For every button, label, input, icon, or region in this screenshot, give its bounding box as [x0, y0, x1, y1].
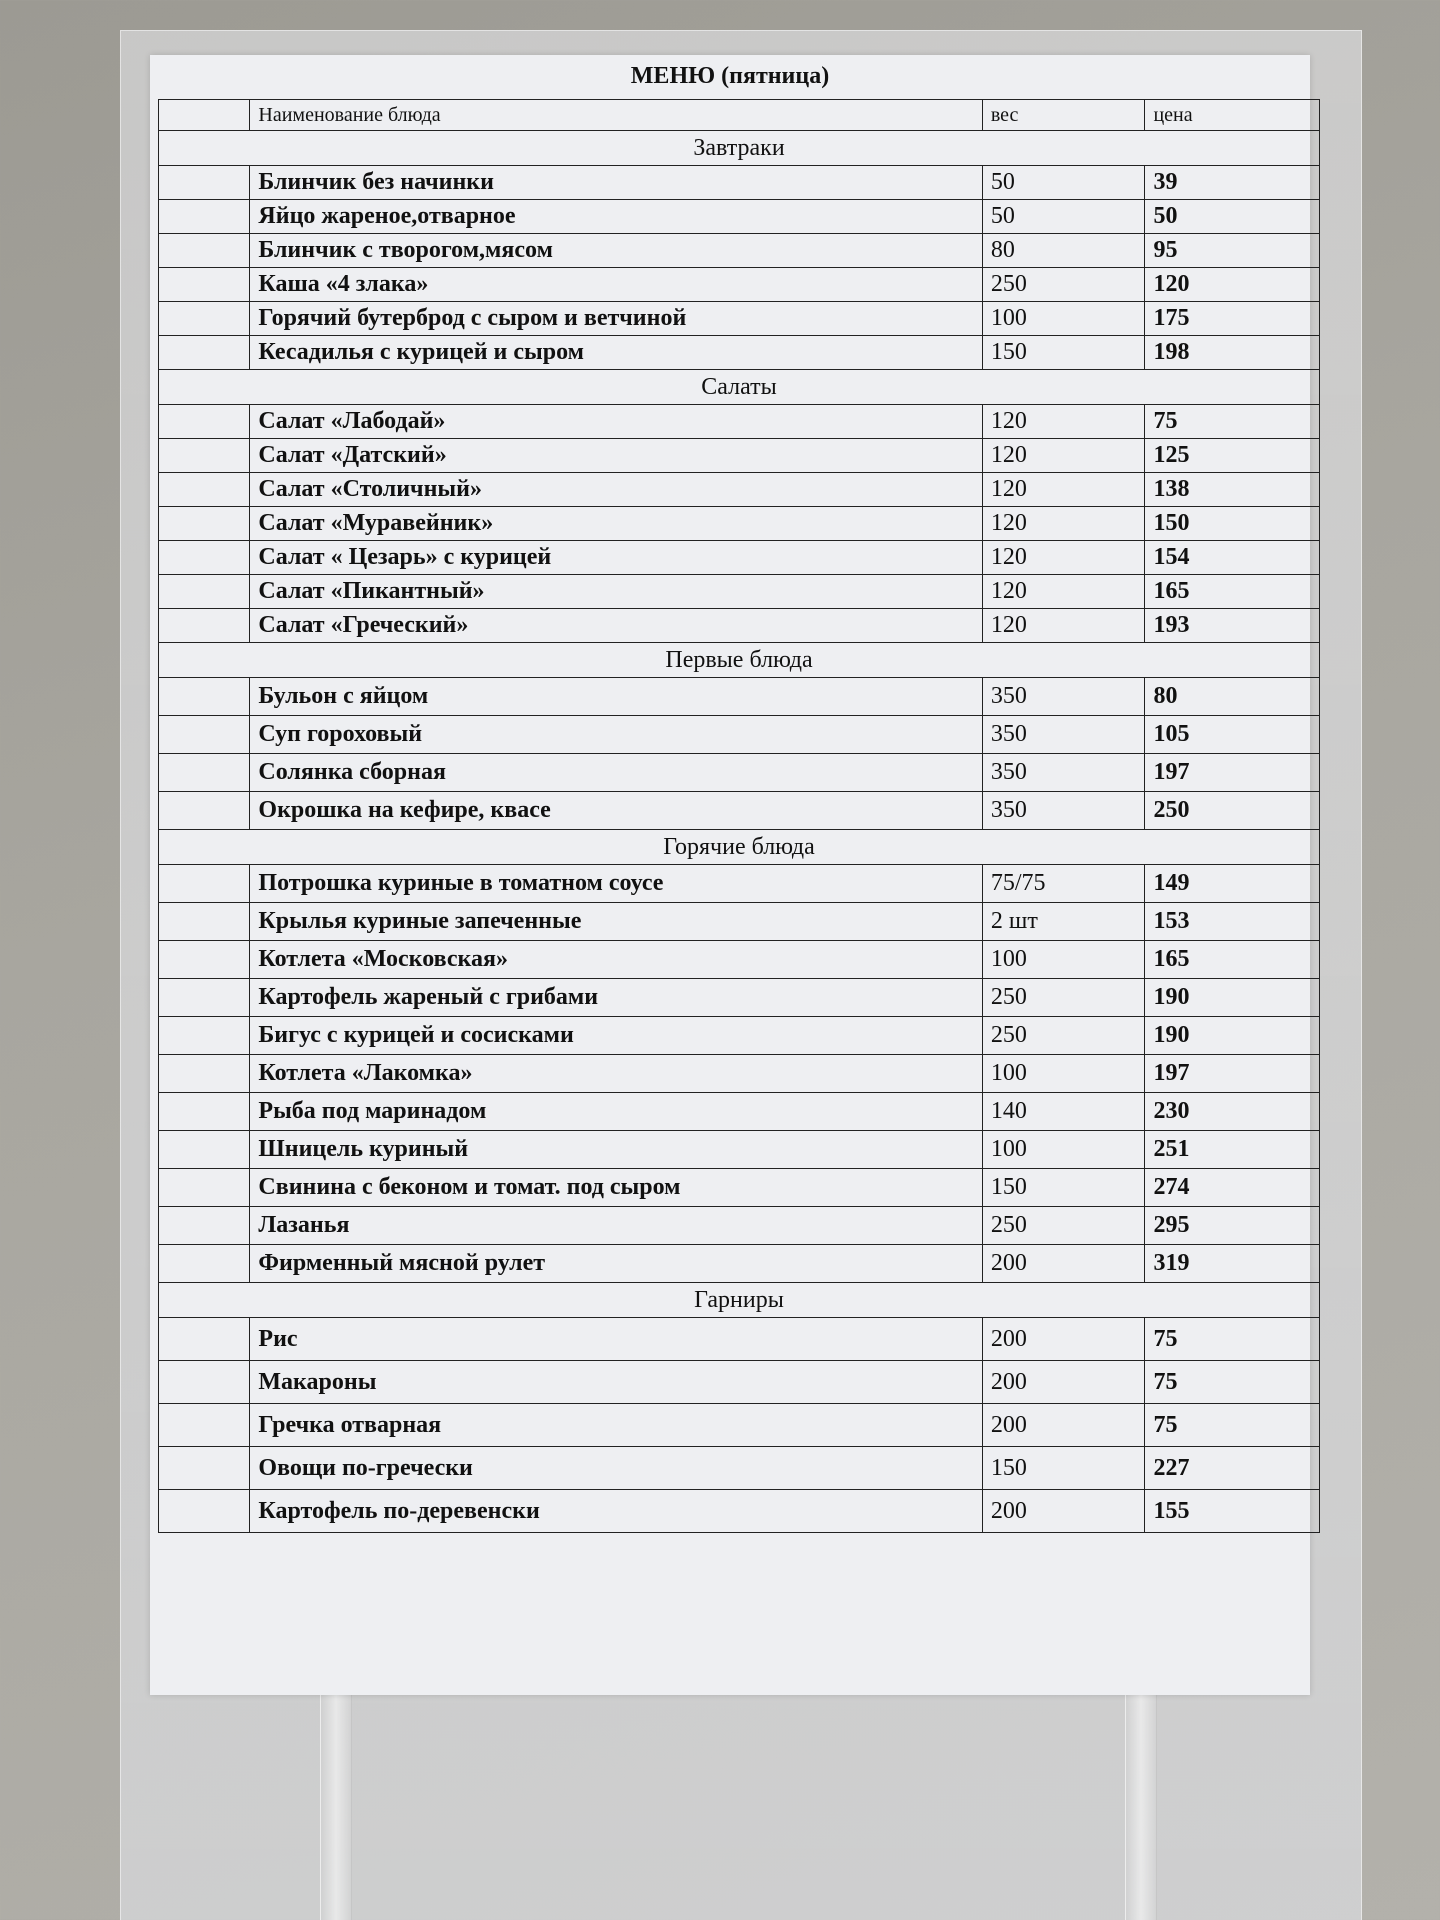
dish-price: 80	[1145, 678, 1320, 716]
header-price: цена	[1145, 100, 1320, 131]
row-index-cell	[159, 941, 250, 979]
dish-weight: 140	[982, 1093, 1145, 1131]
dish-price: 227	[1145, 1447, 1320, 1490]
section-title: Первые блюда	[159, 643, 1320, 678]
dish-name: Солянка сборная	[250, 754, 982, 792]
dish-name: Салат «Столичный»	[250, 473, 982, 507]
row-index-cell	[159, 1490, 250, 1533]
dish-name: Фирменный мясной рулет	[250, 1245, 982, 1283]
header-index-cell	[159, 100, 250, 131]
dish-name: Шницель куриный	[250, 1131, 982, 1169]
table-row	[159, 678, 1320, 716]
row-index-cell	[159, 575, 250, 609]
dish-name: Рыба под маринадом	[250, 1093, 982, 1131]
table-row	[159, 716, 1320, 754]
row-index-cell	[159, 1447, 250, 1490]
dish-price: 251	[1145, 1131, 1320, 1169]
dish-price: 190	[1145, 1017, 1320, 1055]
dish-price: 295	[1145, 1207, 1320, 1245]
dish-name: Яйцо жареное,отварное	[250, 200, 982, 234]
table-row	[159, 268, 1320, 302]
table-row	[159, 200, 1320, 234]
table-header-row	[159, 100, 1320, 131]
row-index-cell	[159, 234, 250, 268]
dish-price: 75	[1145, 1361, 1320, 1404]
dish-weight: 120	[982, 507, 1145, 541]
table-row	[159, 1093, 1320, 1131]
dish-name: Бигус с курицей и сосисками	[250, 1017, 982, 1055]
dish-weight: 250	[982, 979, 1145, 1017]
dish-weight: 250	[982, 268, 1145, 302]
table-row	[159, 754, 1320, 792]
dish-price: 175	[1145, 302, 1320, 336]
dish-weight: 200	[982, 1361, 1145, 1404]
dish-price: 250	[1145, 792, 1320, 830]
dish-weight: 350	[982, 754, 1145, 792]
table-row	[159, 439, 1320, 473]
dish-weight: 80	[982, 234, 1145, 268]
dish-weight: 250	[982, 1017, 1145, 1055]
dish-price: 75	[1145, 1318, 1320, 1361]
header-name: Наименование блюда	[250, 100, 982, 131]
section-title: Салаты	[159, 370, 1320, 405]
dish-name: Салат « Цезарь» с курицей	[250, 541, 982, 575]
dish-weight: 200	[982, 1490, 1145, 1533]
dish-weight: 250	[982, 1207, 1145, 1245]
row-index-cell	[159, 1318, 250, 1361]
dish-price: 125	[1145, 439, 1320, 473]
table-row	[159, 979, 1320, 1017]
dish-price: 149	[1145, 865, 1320, 903]
table-row	[159, 166, 1320, 200]
dish-name: Окрошка на кефире, квасе	[250, 792, 982, 830]
menu-title: МЕНЮ (пятница)	[630, 63, 830, 89]
dish-weight: 350	[982, 792, 1145, 830]
menu-table	[158, 99, 1320, 1533]
table-row	[159, 1318, 1320, 1361]
table-row	[159, 609, 1320, 643]
dish-price: 39	[1145, 166, 1320, 200]
holder-stand-right	[1125, 1690, 1157, 1920]
dish-weight: 120	[982, 473, 1145, 507]
section-header-row	[159, 830, 1320, 865]
dish-name: Салат «Греческий»	[250, 609, 982, 643]
dish-name: Салат «Пикантный»	[250, 575, 982, 609]
section-header-row	[159, 131, 1320, 166]
table-row	[159, 234, 1320, 268]
table-row	[159, 1245, 1320, 1283]
dish-name: Бульон с яйцом	[250, 678, 982, 716]
dish-weight: 100	[982, 302, 1145, 336]
dish-name: Салат «Датский»	[250, 439, 982, 473]
dish-name: Картофель жареный с грибами	[250, 979, 982, 1017]
dish-weight: 100	[982, 1055, 1145, 1093]
table-row	[159, 473, 1320, 507]
section-header-row	[159, 1283, 1320, 1318]
dish-price: 95	[1145, 234, 1320, 268]
dish-name: Котлета «Московская»	[250, 941, 982, 979]
dish-weight: 2 шт	[982, 903, 1145, 941]
dish-price: 319	[1145, 1245, 1320, 1283]
dish-weight: 120	[982, 541, 1145, 575]
dish-name: Лазанья	[250, 1207, 982, 1245]
row-index-cell	[159, 268, 250, 302]
row-index-cell	[159, 1093, 250, 1131]
dish-weight: 50	[982, 200, 1145, 234]
dish-weight: 75/75	[982, 865, 1145, 903]
dish-price: 197	[1145, 754, 1320, 792]
table-row	[159, 792, 1320, 830]
row-index-cell	[159, 1169, 250, 1207]
table-row	[159, 1490, 1320, 1533]
row-index-cell	[159, 405, 250, 439]
row-index-cell	[159, 716, 250, 754]
dish-name: Кесадилья с курицей и сыром	[250, 336, 982, 370]
dish-name: Котлета «Лакомка»	[250, 1055, 982, 1093]
dish-price: 274	[1145, 1169, 1320, 1207]
row-index-cell	[159, 541, 250, 575]
table-row	[159, 405, 1320, 439]
row-index-cell	[159, 678, 250, 716]
row-index-cell	[159, 439, 250, 473]
dish-price: 105	[1145, 716, 1320, 754]
row-index-cell	[159, 166, 250, 200]
dish-price: 153	[1145, 903, 1320, 941]
dish-price: 138	[1145, 473, 1320, 507]
dish-price: 198	[1145, 336, 1320, 370]
section-title: Гарниры	[159, 1283, 1320, 1318]
dish-name: Гречка отварная	[250, 1404, 982, 1447]
dish-weight: 350	[982, 678, 1145, 716]
row-index-cell	[159, 1245, 250, 1283]
dish-price: 165	[1145, 575, 1320, 609]
dish-weight: 120	[982, 609, 1145, 643]
dish-weight: 120	[982, 439, 1145, 473]
row-index-cell	[159, 200, 250, 234]
row-index-cell	[159, 1404, 250, 1447]
menu-sheet	[150, 55, 1310, 1695]
dish-weight: 120	[982, 405, 1145, 439]
dish-name: Блинчик с творогом,мясом	[250, 234, 982, 268]
table-row	[159, 575, 1320, 609]
section-header-row	[159, 643, 1320, 678]
row-index-cell	[159, 1207, 250, 1245]
dish-name: Блинчик без начинки	[250, 166, 982, 200]
dish-name: Потрошка куриные в томатном соусе	[250, 865, 982, 903]
section-header-row	[159, 370, 1320, 405]
row-index-cell	[159, 792, 250, 830]
menu-table-body	[159, 100, 1320, 1533]
row-index-cell	[159, 865, 250, 903]
dish-name: Салат «Муравейник»	[250, 507, 982, 541]
dish-name: Крылья куриные запеченные	[250, 903, 982, 941]
dish-price: 193	[1145, 609, 1320, 643]
row-index-cell	[159, 507, 250, 541]
dish-name: Суп гороховый	[250, 716, 982, 754]
dish-weight: 150	[982, 336, 1145, 370]
dish-price: 120	[1145, 268, 1320, 302]
dish-weight: 350	[982, 716, 1145, 754]
table-row	[159, 941, 1320, 979]
row-index-cell	[159, 302, 250, 336]
row-index-cell	[159, 1055, 250, 1093]
dish-price: 230	[1145, 1093, 1320, 1131]
table-row	[159, 1017, 1320, 1055]
dish-price: 165	[1145, 941, 1320, 979]
row-index-cell	[159, 609, 250, 643]
dish-weight: 100	[982, 941, 1145, 979]
table-row	[159, 1131, 1320, 1169]
row-index-cell	[159, 336, 250, 370]
dish-price: 197	[1145, 1055, 1320, 1093]
row-index-cell	[159, 1131, 250, 1169]
table-row	[159, 1361, 1320, 1404]
dish-weight: 150	[982, 1169, 1145, 1207]
dish-name: Горячий бутерброд с сыром и ветчиной	[250, 302, 982, 336]
row-index-cell	[159, 754, 250, 792]
dish-weight: 200	[982, 1404, 1145, 1447]
dish-price: 75	[1145, 1404, 1320, 1447]
table-row	[159, 336, 1320, 370]
row-index-cell	[159, 1361, 250, 1404]
table-row	[159, 1169, 1320, 1207]
table-row	[159, 507, 1320, 541]
row-index-cell	[159, 1017, 250, 1055]
table-row	[159, 1404, 1320, 1447]
dish-name: Овощи по-гречески	[250, 1447, 982, 1490]
dish-name: Салат «Лабодай»	[250, 405, 982, 439]
dish-weight: 200	[982, 1318, 1145, 1361]
table-row	[159, 1207, 1320, 1245]
section-title: Завтраки	[159, 131, 1320, 166]
dish-price: 155	[1145, 1490, 1320, 1533]
dish-price: 150	[1145, 507, 1320, 541]
dish-name: Свинина с беконом и томат. под сыром	[250, 1169, 982, 1207]
table-row	[159, 1055, 1320, 1093]
holder-stand-left	[320, 1690, 352, 1920]
table-row	[159, 903, 1320, 941]
dish-weight: 120	[982, 575, 1145, 609]
dish-price: 75	[1145, 405, 1320, 439]
dish-name: Каша «4 злака»	[250, 268, 982, 302]
dish-name: Макароны	[250, 1361, 982, 1404]
dish-price: 190	[1145, 979, 1320, 1017]
dish-weight: 100	[982, 1131, 1145, 1169]
dish-weight: 200	[982, 1245, 1145, 1283]
row-index-cell	[159, 903, 250, 941]
table-row	[159, 1447, 1320, 1490]
header-weight: вес	[982, 100, 1145, 131]
row-index-cell	[159, 979, 250, 1017]
row-index-cell	[159, 473, 250, 507]
dish-price: 154	[1145, 541, 1320, 575]
dish-weight: 50	[982, 166, 1145, 200]
dish-name: Рис	[250, 1318, 982, 1361]
dish-price: 50	[1145, 200, 1320, 234]
section-title: Горячие блюда	[159, 830, 1320, 865]
dish-name: Картофель по-деревенски	[250, 1490, 982, 1533]
table-row	[159, 541, 1320, 575]
dish-weight: 150	[982, 1447, 1145, 1490]
table-row	[159, 302, 1320, 336]
table-row	[159, 865, 1320, 903]
